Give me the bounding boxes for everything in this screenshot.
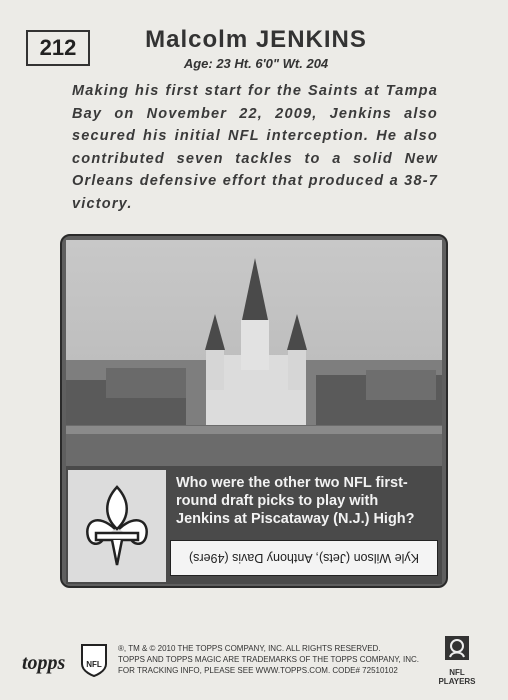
- cathedral-illustration: [66, 240, 442, 466]
- nfl-players-logo: [432, 635, 482, 686]
- trivia-question: Who were the other two NFL first-round draft picks to play with Jenkins at Piscataway (N.J.) High?: [176, 475, 415, 527]
- trivia-panel: [66, 466, 442, 584]
- legal-line-2: TOPPS AND TOPPS MAGIC ARE TRADEMARKS OF THE TOPPS COMPANY, INC.: [118, 655, 419, 664]
- nfl-shield-icon: [80, 642, 108, 678]
- player-stats: Age: 23 Ht. 6'0" Wt. 204: [183, 56, 329, 71]
- nfl-players-label: NFL PLAYERS: [438, 668, 476, 686]
- legal-line-1: ®, TM & © 2010 THE TOPPS COMPANY, INC. ALL RIGHTS RESERVED.: [118, 644, 381, 653]
- fleur-de-lis-icon: [82, 483, 152, 569]
- card-number: 212: [26, 30, 90, 66]
- team-logo-box: [68, 470, 166, 582]
- legal-text: [118, 643, 434, 676]
- topps-logo: topps: [22, 652, 66, 674]
- nfl-players-icon: [444, 635, 470, 661]
- photo-frame: [60, 234, 448, 588]
- nfl-shield-label: NFL: [86, 660, 102, 669]
- player-name: Malcolm JENKINS: [145, 26, 367, 53]
- player-bio: Making his first start for the Saints at Tampa Bay on November 22, 2009, Jenkins also secured his initial NFL interception. He also contributed seven tackles to a solid New Orleans defensive effort that produced a 38-7 victory.: [72, 83, 438, 212]
- legal-line-3: FOR TRACKING INFO, PLEASE SEE WWW.TOPPS.COM. CODE# 72510102: [118, 666, 398, 675]
- cathedral-photo: [66, 240, 442, 466]
- trivia-answer-box: [170, 540, 438, 576]
- trivia-answer: Kyle Wilson (Jets), Anthony Davis (49ers): [189, 551, 419, 565]
